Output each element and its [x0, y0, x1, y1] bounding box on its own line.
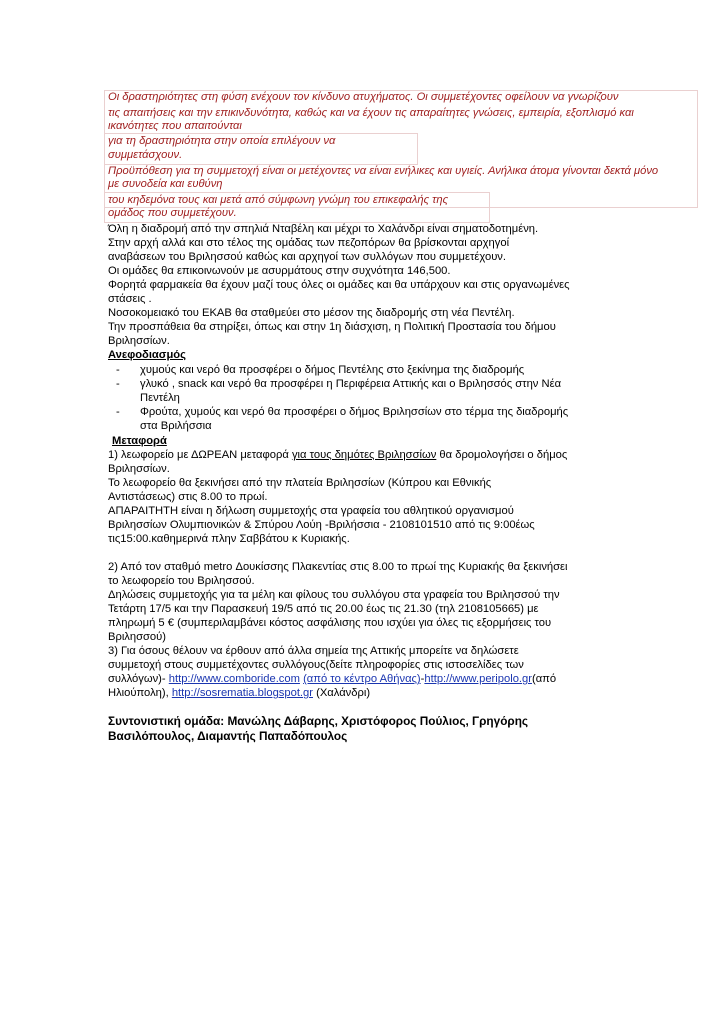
- transport-line: ΑΠΑΡΑΙΤΗΤΗ είναι η δήλωση συμμετοχής στα γραφεία του αθλητικού οργανισμού: [108, 505, 514, 517]
- bullet-dash: -: [116, 364, 120, 376]
- supplies-item: Φρούτα, χυμούς και νερό θα προσφέρει ο δήμος Βριλησσίων στο τέρμα της διαδρομής: [140, 406, 569, 418]
- notice-line: Προϋπόθεση για τη συμμετοχή είναι οι μετέχοντες να είναι ενήλικες και υγιείς. Ανήλικα άτομα γίνονται δεκτά μόνο: [108, 165, 659, 177]
- route-line: Όλη η διαδρομή από την σπηλιά Νταβέλη και μέχρι το Χαλάνδρι είναι σηματοδοτημένη.: [108, 223, 539, 235]
- transport-line: συμμετοχή στους συμμετέχοντες συλλόγους(δείτε πληροφορίες στις ιστοσελίδες των: [108, 659, 524, 671]
- notice-line: ικανότητες που απαιτούνται: [108, 120, 242, 132]
- transport-line: 2) Από τον σταθμό metro Δουκίσσης Πλακεντίας στις 8.00 το πρωί της Κυριακής θα ξεκινήσει: [108, 561, 568, 573]
- residents-note: για τους δημότες Βριλησσίων: [291, 449, 437, 461]
- notice-line: για τη δραστηριότητα στην οποία επιλέγουν να: [108, 135, 336, 147]
- notice-line: του κηδεμόνα τους και μετά από σύμφωνη γνώμη του επικεφαλής της: [108, 194, 449, 206]
- coordination-line: Συντονιστική ομάδα: Μανώλης Δάβαρης, Χριστόφορος Πούλιος, Γρηγόρης: [108, 714, 529, 728]
- route-line: στάσεις .: [108, 293, 152, 305]
- route-line: Βριλησσίων.: [108, 335, 170, 347]
- sosrematia-link[interactable]: http://sosrematia.blogspot.gr: [171, 687, 313, 699]
- supplies-item: χυμούς και νερό θα προσφέρει ο δήμος Πεντέλης στο ξεκίνημα της διαδρομής: [140, 364, 525, 376]
- notice-line: Οι δραστηριότητες στη φύση ενέχουν τον κίνδυνο ατυχήματος. Οι συμμετέχοντες οφείλουν να γνωρίζουν: [108, 91, 619, 103]
- notice-line: ομάδος που συμμετέχουν.: [108, 207, 237, 219]
- comboride-note: (από το κέντρο Αθήνας): [303, 673, 421, 685]
- peripolo-link[interactable]: http://www.peripolo.gr: [424, 673, 532, 685]
- route-line: Νοσοκομειακό του ΕΚΑΒ θα σταθμεύει στο μέσον της διαδρομής στη νέα Πεντέλη.: [108, 307, 515, 319]
- transport-line: Βριλησσού): [108, 631, 167, 643]
- transport-line: 3) Για όσους θέλουν να έρθουν από άλλα σημεία της Αττικής μπορείτε να δηλώσετε: [108, 645, 519, 657]
- comboride-link[interactable]: http://www.comboride.com: [168, 673, 300, 685]
- transport-line: το λεωφορείο του Βριλησσού.: [108, 575, 255, 587]
- notice-line: με συνοδεία και ευθύνη: [108, 178, 223, 190]
- transport-line: Το λεωφορείο θα ξεκινήσει από την πλατεία Βριλησσίων (Κύπρου και Εθνικής: [108, 477, 492, 489]
- transport-line-links: συλλόγων)- http://www.comboride.com (από το κέντρο Αθήνας)-http://www.peripolo.gr(από: [108, 673, 557, 685]
- notice-line: τις απαιτήσεις και την επικινδυνότητα, καθώς και να έχουν τις απαραίτητες γνώσεις, εμπειρία, εξοπλισμό και: [108, 107, 634, 119]
- bullet-dash: -: [116, 378, 120, 390]
- transport-line: πληρωμή 5 € (συμπεριλαμβάνει κόστος ασφάλισης που ισχύει για όλες τις εξορμήσεις του: [108, 617, 552, 629]
- route-line: αναβάσεων του Βριλησσού καθώς και αρχηγοί των συλλόγων που συμμετέχουν.: [108, 251, 507, 263]
- route-line: Την προσπάθεια θα στηρίξει, όπως και στην 1η διάσχιση, η Πολιτική Προστασία του δήμου: [108, 321, 556, 333]
- route-line: Στην αρχή αλλά και στο τέλος της ομάδας των πεζοπόρων θα βρίσκονται αρχηγοί: [108, 237, 510, 249]
- supplies-item-cont: Πεντέλη: [140, 392, 180, 404]
- route-line: Οι ομάδες θα επικοινωνούν με ασυρμάτους στην συχνότητα 146,500.: [108, 265, 451, 277]
- transport-line: Βριλησσίων Ολυμπιονικών & Σπύρου Λούη -Βριλήσσια - 2108101510 από τις 9:00έως: [108, 519, 535, 531]
- supplies-item-cont: στα Βριλήσσια: [140, 420, 212, 432]
- transport-line: Τετάρτη 17/5 και την Παρασκευή 19/5 από τις 20.00 έως τις 21.30 (τηλ 2108105665) με: [108, 603, 539, 615]
- supplies-heading: Ανεφοδιασμός: [108, 349, 186, 361]
- coordination-line: Βασιλόπουλος, Διαμαντής Παπαδόπουλος: [108, 729, 348, 743]
- bullet-dash: -: [116, 406, 120, 418]
- notice-line: συμμετάσχουν.: [108, 149, 183, 161]
- transport-line: Αντιστάσεως) στις 8.00 το πρωί.: [108, 491, 268, 503]
- route-line: Φορητά φαρμακεία θα έχουν μαζί τους όλες οι ομάδες και θα υπάρχουν και στις οργανωμένες: [108, 279, 570, 291]
- transport-line-links: Ηλιούπολη), http://sosrematia.blogspot.gr (Χαλάνδρι): [108, 687, 371, 699]
- transport-line: Δηλώσεις συμμετοχής για τα μέλη και φίλους του συλλόγου στα γραφεία του Βριλησσού την: [108, 589, 560, 601]
- transport-line: τις15:00.καθημερινά πλην Σαββάτου κ Κυριακής.: [108, 533, 350, 545]
- transport-line: Βριλησσίων.: [108, 463, 170, 475]
- transport-line: 1) λεωφορείο με ΔΩΡΕΑΝ μεταφορά για τους δημότες Βριλησσίων θα δρομολογήσει ο δήμος: [108, 449, 568, 461]
- supplies-item: γλυκό , snack και νερό θα προσφέρει η Περιφέρεια Αττικής και ο Βριλησσός στην Νέα: [140, 378, 562, 390]
- transport-heading: Μεταφορά: [112, 435, 167, 447]
